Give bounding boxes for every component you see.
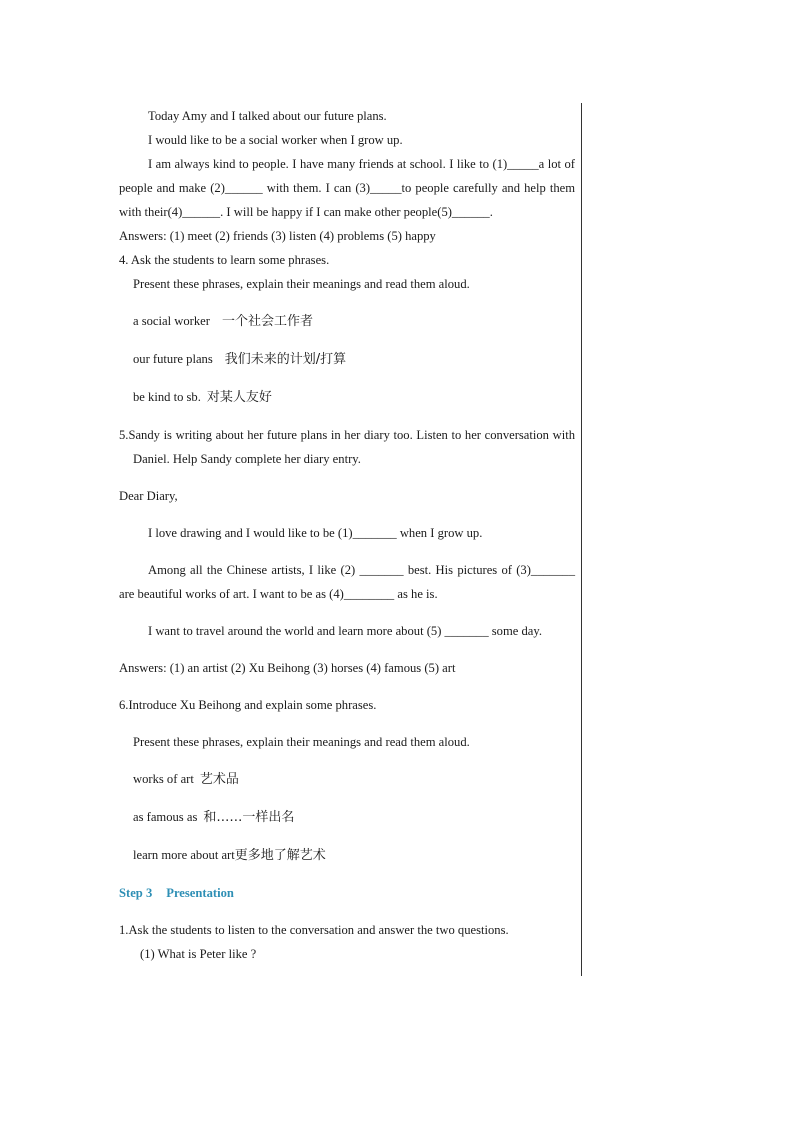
phrase-cn: 一个社会工作者 (221, 314, 313, 329)
phrase-row (119, 805, 575, 830)
item-heading: 4. Ask the students to learn some phrases. (119, 253, 330, 267)
diary-line: I want to travel around the world and learn more about (5) _______ some day. (148, 624, 543, 638)
table-border-line (581, 103, 582, 976)
phrase-cn: 我们未来的计划/打算 (224, 352, 347, 367)
instruction-text: Present these phrases, explain their meanings and read them aloud. (133, 735, 470, 749)
diary-salutation: Dear Diary, (119, 489, 178, 503)
diary-paragraph: Among all the Chinese artists, I like (2) _______ best. His pictures of (3)_______ are beautiful works of art. I want to be as (4)________ as he is. (119, 563, 575, 601)
diary-line: I love drawing and I would like to be (1)_______ when I grow up. (148, 526, 483, 540)
phrase-en: as famous as (133, 810, 198, 824)
step-heading (119, 881, 575, 905)
phrase-en: learn more about art (133, 848, 235, 862)
phrase-en: be kind to sb. (133, 390, 201, 404)
answers-line: Answers: (1) meet (2) friends (3) listen (4) problems (5) happy (119, 229, 436, 243)
step-label: Step 3 (119, 886, 153, 900)
phrase-cn: 艺术品 (199, 772, 239, 787)
answers-line: Answers: (1) an artist (2) Xu Beihong (3) horses (4) famous (5) art (119, 661, 456, 675)
item-heading: 6.Introduce Xu Beihong and explain some phrases. (119, 698, 377, 712)
item-heading: 5.Sandy is writing about her future plans in her diary too. Listen to her conversation with Daniel. Help Sandy complete her diary entry. (119, 428, 575, 466)
lesson-content (119, 104, 575, 966)
item-heading: 1.Ask the students to listen to the conversation and answer the two questions. (119, 923, 509, 937)
phrase-row (119, 309, 575, 334)
phrase-en: a social worker (133, 314, 210, 328)
question-text: (1) What is Peter like ? (140, 947, 257, 961)
phrase-row (119, 385, 575, 410)
phrase-cn: 对某人友好 (206, 390, 272, 405)
diary-line: Today Amy and I talked about our future plans. (148, 109, 387, 123)
phrase-en: works of art (133, 772, 194, 786)
instruction-text: Present these phrases, explain their meanings and read them aloud. (133, 277, 470, 291)
step-title: Presentation (166, 886, 234, 900)
phrase-cn: 和……一样出名 (203, 810, 295, 825)
phrase-row (119, 767, 575, 792)
diary-paragraph: I am always kind to people. I have many friends at school. I like to (1)_____a lot of people and make (2)______ with them. I can (3)_____to people carefully and help them with their(4)______. I will be happy if I can make other people(5)______. (119, 157, 575, 219)
phrase-row (119, 843, 575, 868)
phrase-cn: 更多地了解艺术 (234, 848, 326, 863)
diary-line: I would like to be a social worker when I grow up. (148, 133, 403, 147)
phrase-row (119, 347, 575, 372)
phrase-en: our future plans (133, 352, 213, 366)
